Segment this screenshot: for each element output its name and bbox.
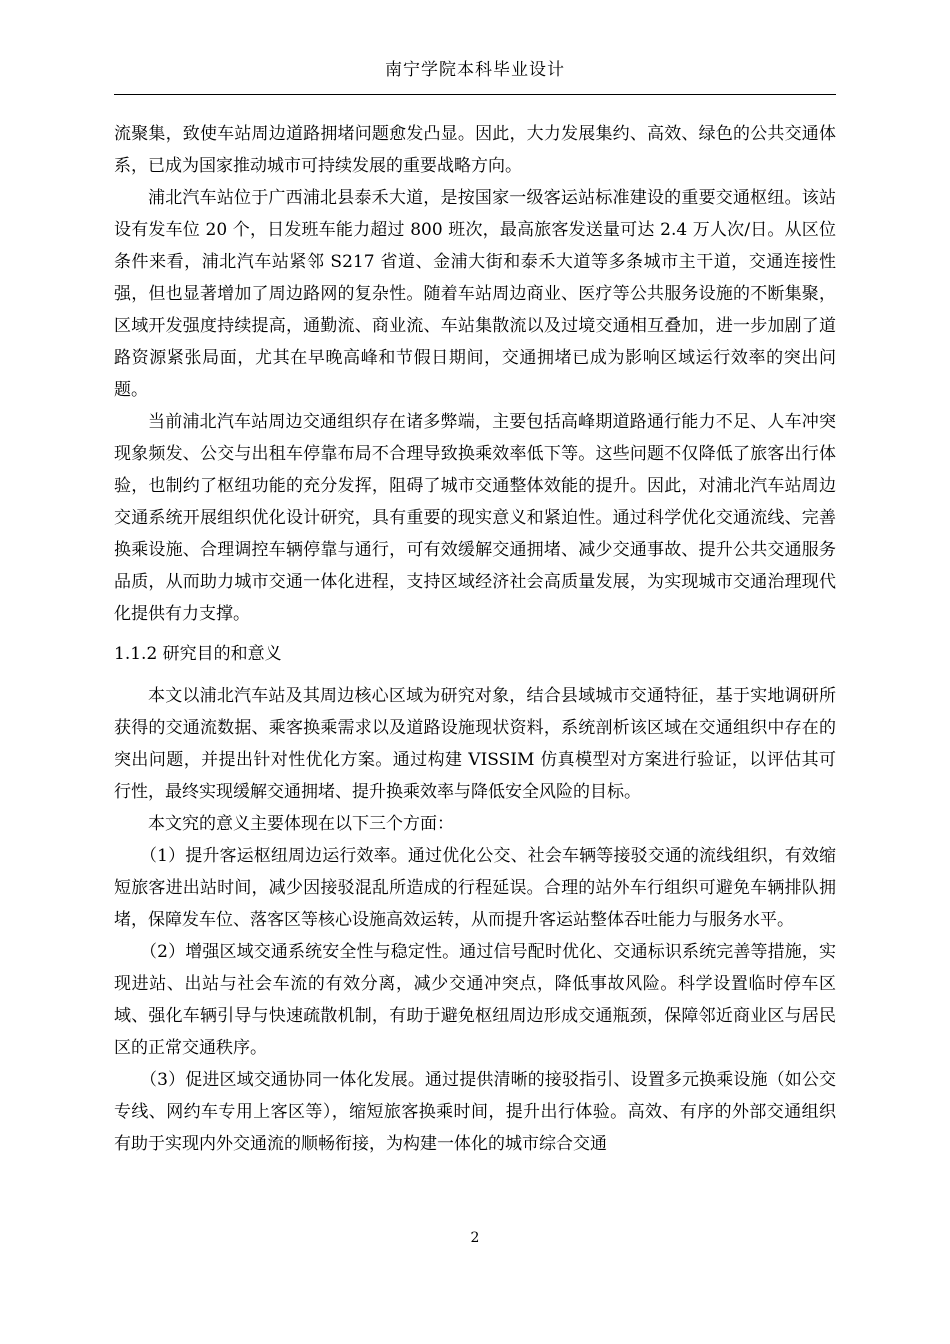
header-divider [114, 94, 836, 95]
paragraph-6: （1）提升客运枢纽周边运行效率。通过优化公交、社会车辆等接驳交通的流线组织，有效缩短旅客进出站时间，减少因接驳混乱所造成的行程延误。合理的站外车行组织可避免车辆排队拥堵，保障发车位、落客区等核心设施高效运转，从而提升客运站整体吞吐能力与服务水平。 [114, 846, 836, 930]
section-heading: 1.1.2 研究目的和意义 [114, 644, 282, 664]
paragraph-7: （2）增强区域交通系统安全性与稳定性。通过信号配时优化、交通标识系统完善等措施，实现进站、出站与社会车流的有效分离，减少交通冲突点，降低事故风险。科学设置临时停车区域、强化车辆引导与快速疏散机制，有助于避免枢纽周边形成交通瓶颈，保障邻近商业区与居民区的正常交通秩序。 [114, 942, 836, 1058]
paragraph-5: 本文究的意义主要体现在以下三个方面： [148, 814, 454, 834]
paragraph-4: 本文以浦北汽车站及其周边核心区域为研究对象，结合县域城市交通特征，基于实地调研所获得的交通流数据、乘客换乘需求以及道路设施现状资料，系统剖析该区域在交通组织中存在的突出问题，并提出针对性优化方案。通过构建 VISSIM 仿真模型对方案进行验证，以评估其可行性，最终实现缓解交通拥堵、提升换乘效率与降低安全风险的目标。 [114, 686, 836, 802]
document-body [114, 118, 836, 1160]
paragraph-3: 当前浦北汽车站周边交通组织存在诸多弊端，主要包括高峰期道路通行能力不足、人车冲突现象频发、公交与出租车停靠布局不合理导致换乘效率低下等。这些问题不仅降低了旅客出行体验，也制约了枢纽功能的充分发挥，阻碍了城市交通整体效能的提升。因此，对浦北汽车站周边交通系统开展组织优化设计研究，具有重要的现实意义和紧迫性。通过科学优化交通流线、完善换乘设施、合理调控车辆停靠与通行，可有效缓解交通拥堵、减少交通事故、提升公共交通服务品质，从而助力城市交通一体化进程，支持区域经济社会高质量发展，为实现城市交通治理现代化提供有力支撑。 [114, 412, 836, 624]
paragraph-1: 流聚集，致使车站周边道路拥堵问题愈发凸显。因此，大力发展集约、高效、绿色的公共交通体系，已成为国家推动城市可持续发展的重要战略方向。 [114, 124, 836, 176]
paragraph-8: （3）促进区域交通协同一体化发展。通过提供清晰的接驳指引、设置多元换乘设施（如公交专线、网约车专用上客区等），缩短旅客换乘时间，提升出行体验。高效、有序的外部交通组织有助于实现内外交通流的顺畅衔接，为构建一体化的城市综合交通 [114, 1070, 836, 1154]
page-header-title: 南宁学院本科毕业设计 [385, 60, 565, 80]
paragraph-2: 浦北汽车站位于广西浦北县泰禾大道，是按国家一级客运站标准建设的重要交通枢纽。该站设有发车位 20 个，日发班车能力超过 800 班次，最高旅客发送量可达 2.4 万人次/日。从区位条件来看，浦北汽车站紧邻 S217 省道、金浦大街和泰禾大道等多条城市主干道，交通连接性强，但也显著增加了周边路网的复杂性。随着车站周边商业、医疗等公共服务设施的不断集聚，区域开发强度持续提高，通勤流、商业流、车站集散流以及过境交通相互叠加，进一步加剧了道路资源紧张局面，尤其在早晚高峰和节假日期间，交通拥堵已成为影响区域运行效率的突出问题。 [114, 188, 836, 400]
page-number: 2 [470, 1230, 480, 1246]
